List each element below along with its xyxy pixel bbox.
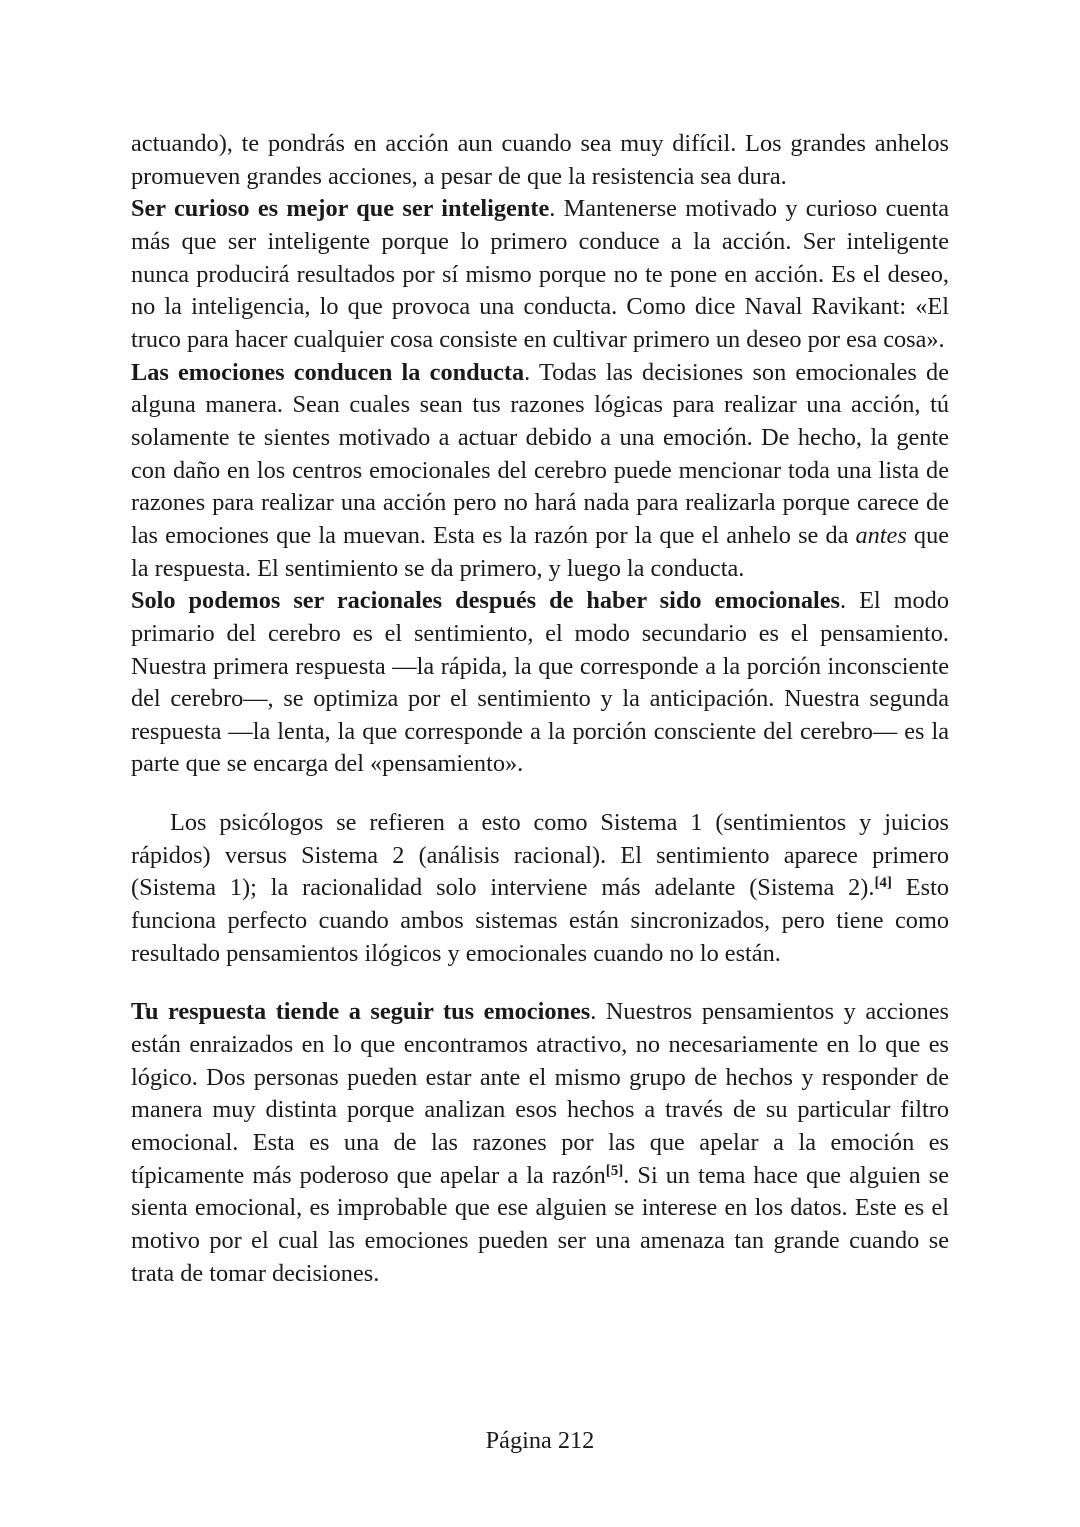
paragraph-text: . Si un tema hace que alguien se sienta emocional, es improbable que ese alguien se interese en los datos. Este es el motivo por el cual las emociones pueden ser una amenaza tan grande cuando se trata de tomar decisiones. [131,1161,949,1287]
paragraph-systems [131,807,949,970]
paragraph-text: Esto funciona perfecto cuando ambos sistemas están sincronizados, pero tiene como resultado pensamientos ilógicos y emocionales cuando no lo están. [131,874,949,967]
paragraph-heading: Las emociones conducen la conducta [131,358,525,386]
paragraph-text: . Nuestros pensamientos y acciones están enraizados en lo que encontramos atractivo, no necesariamente en lo que es lógico. Dos personas pueden estar ante el mismo grupo de hechos y responder de manera muy distinta porque analizan esos hechos a través de su particular filtro emocional. Esta es una de las razones por las que apelar a la emoción es típicamente más poderoso que apelar a la razón [131,998,949,1189]
paragraph-emotions [131,357,949,586]
emphasis-text: antes [855,521,907,549]
paragraph-text: actuando), te pondrás en acción aun cuando sea muy difícil. Los grandes anhelos promueven grandes acciones, a pesar de que la resistencia sea dura. [131,130,949,190]
paragraph-text: Los psicólogos se refieren a esto como Sistema 1 (sentimientos y juicios rápidos) versus Sistema 2 (análisis racional). El sentimiento aparece primero (Sistema 1); la racionalidad solo interviene más adelante (Sistema 2). [131,809,949,902]
paragraph-heading: Tu respuesta tiende a seguir tus emociones [131,998,591,1026]
paragraph-rational [131,585,949,781]
paragraph-text: que la respuesta. El sentimiento se da primero, y luego la conducta. [131,521,950,582]
footnote-ref-5[interactable]: [5] [605,1162,624,1179]
paragraph-heading: Solo podemos ser racionales después de haber sido emocionales [131,587,841,615]
page-number: Página 212 [485,1427,595,1454]
paragraph-text: . Mantenerse motivado y curioso cuenta más que ser inteligente porque lo primero conduce a la acción. Ser inteligente nunca producirá resultados por sí mismo porque no te pone en acción. Es el deseo, no la inteligencia, lo que provoca una conducta. Como dice Naval Ravikant: «El truco para hacer cualquier cosa consiste en cultivar primero un deseo por esa cosa». [131,195,949,353]
page-body [131,128,949,1290]
paragraph-response [131,996,949,1290]
paragraph-text: . El modo primario del cerebro es el sentimiento, el modo secundario es el pensamiento. Nuestra primera respuesta —la rápida, la que corresponde a la porción inconsciente del cerebro—, se optimiza por el sentimiento y la anticipación. Nuestra segunda respuesta —la lenta, la que corresponde a la porción consciente del cerebro— es la parte que se encarga del «pensamiento». [131,587,949,778]
paragraph-curiosity [131,193,949,356]
paragraph-continuation [131,128,949,193]
paragraph-heading: Ser curioso es mejor que ser inteligente [131,195,550,223]
paragraph-text: . Todas las decisiones son emocionales de alguna manera. Sean cuales sean tus razones lógicas para realizar una acción, tú solamente te sientes motivado a actuar debido a una emoción. De hecho, la gente con daño en los centros emocionales del cerebro puede mencionar toda una lista de razones para realizar una acción pero no hará nada para realizarla porque carece de las emociones que la muevan. Esta es la razón por la que el anhelo se da [131,358,949,549]
footnote-ref-4[interactable]: [4] [874,875,892,892]
